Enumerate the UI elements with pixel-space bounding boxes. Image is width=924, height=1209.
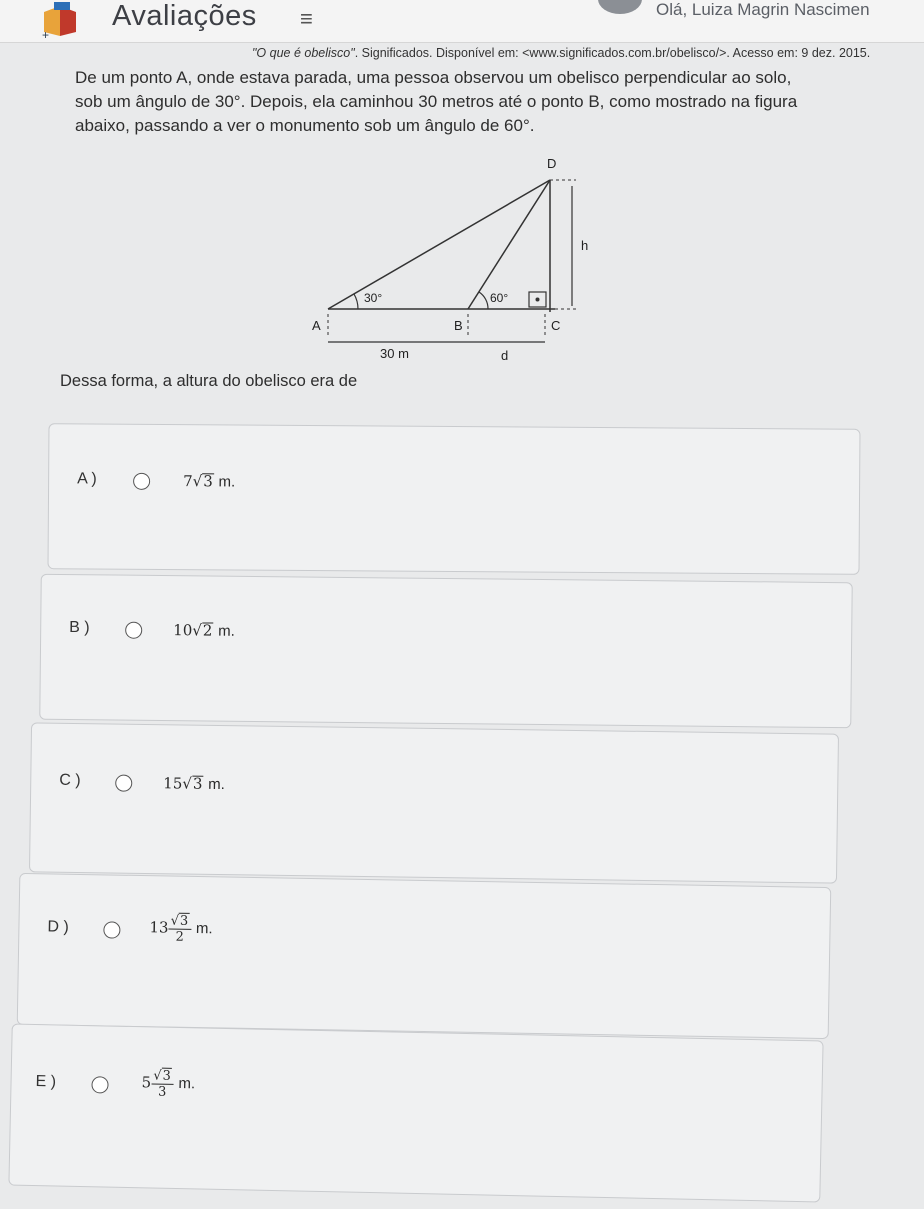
- sight-line-a: [328, 180, 550, 309]
- option-letter: B ): [69, 619, 90, 637]
- question-text: [75, 66, 895, 138]
- option-b[interactable]: [39, 574, 852, 728]
- option-letter: C ): [59, 771, 81, 790]
- question-line: sob um ângulo de 30°. Depois, ela caminhou 30 metros até o ponto B, como mostrado na figura: [75, 92, 798, 111]
- label-angle-b: 60°: [490, 291, 509, 305]
- option-value: 13 $\frac{√3}{2}$ m.: [149, 913, 213, 945]
- option-a[interactable]: [48, 423, 861, 575]
- source-citation: [252, 46, 870, 60]
- option-value: 7√3 m.: [183, 472, 236, 491]
- label-a: A: [312, 318, 321, 333]
- obelisk-diagram: [300, 152, 600, 372]
- angle-arc-a: [354, 294, 358, 309]
- question-line: De um ponto A, onde estava parada, uma pessoa observou um obelisco perpendicular ao solo,: [75, 68, 792, 87]
- avatar[interactable]: [598, 0, 642, 14]
- page-title: Avaliações: [112, 0, 257, 32]
- user-greeting: Olá, Luiza Magrin Nascimen: [656, 0, 870, 19]
- radio-button[interactable]: [125, 622, 142, 639]
- hamburger-menu-icon[interactable]: ≡: [300, 6, 313, 31]
- radio-button[interactable]: [103, 921, 120, 938]
- question-prompt: Dessa forma, a altura do obelisco era de: [60, 372, 358, 390]
- option-letter: E ): [35, 1073, 57, 1091]
- option-value: 10√2 m.: [173, 621, 235, 640]
- option-c[interactable]: [29, 722, 839, 883]
- radio-button[interactable]: [91, 1076, 108, 1093]
- label-h: h: [581, 238, 589, 253]
- option-value: 15√3 m.: [163, 774, 226, 794]
- option-e[interactable]: [8, 1024, 823, 1203]
- top-bar: [0, 0, 924, 43]
- label-b: B: [454, 318, 463, 333]
- question-line: abaixo, passando a ver o monumento sob um ângulo de 60°.: [75, 116, 535, 135]
- option-d[interactable]: [17, 873, 832, 1039]
- radio-button[interactable]: [115, 775, 132, 792]
- option-letter: A ): [77, 470, 97, 488]
- source-quote: "O que é obelisco": [252, 46, 355, 60]
- option-letter: D ): [47, 918, 69, 936]
- source-rest: . Significados. Disponível em: <www.significados.com.br/obelisco/>. Acesso em: 9 dez. 2015.: [354, 46, 871, 60]
- label-ab: 30 m: [380, 346, 409, 361]
- svg-text:+: +: [42, 28, 50, 40]
- label-d: D: [547, 156, 557, 171]
- label-c: C: [551, 318, 561, 333]
- app-logo-icon[interactable]: [40, 2, 80, 40]
- sight-line-b: [468, 180, 550, 309]
- radio-button[interactable]: [133, 473, 150, 490]
- angle-arc-b: [479, 292, 488, 309]
- option-value: 5 $\frac{√3}{3}$ m.: [141, 1068, 196, 1100]
- label-angle-a: 30°: [364, 291, 383, 305]
- label-bc: d: [501, 348, 509, 363]
